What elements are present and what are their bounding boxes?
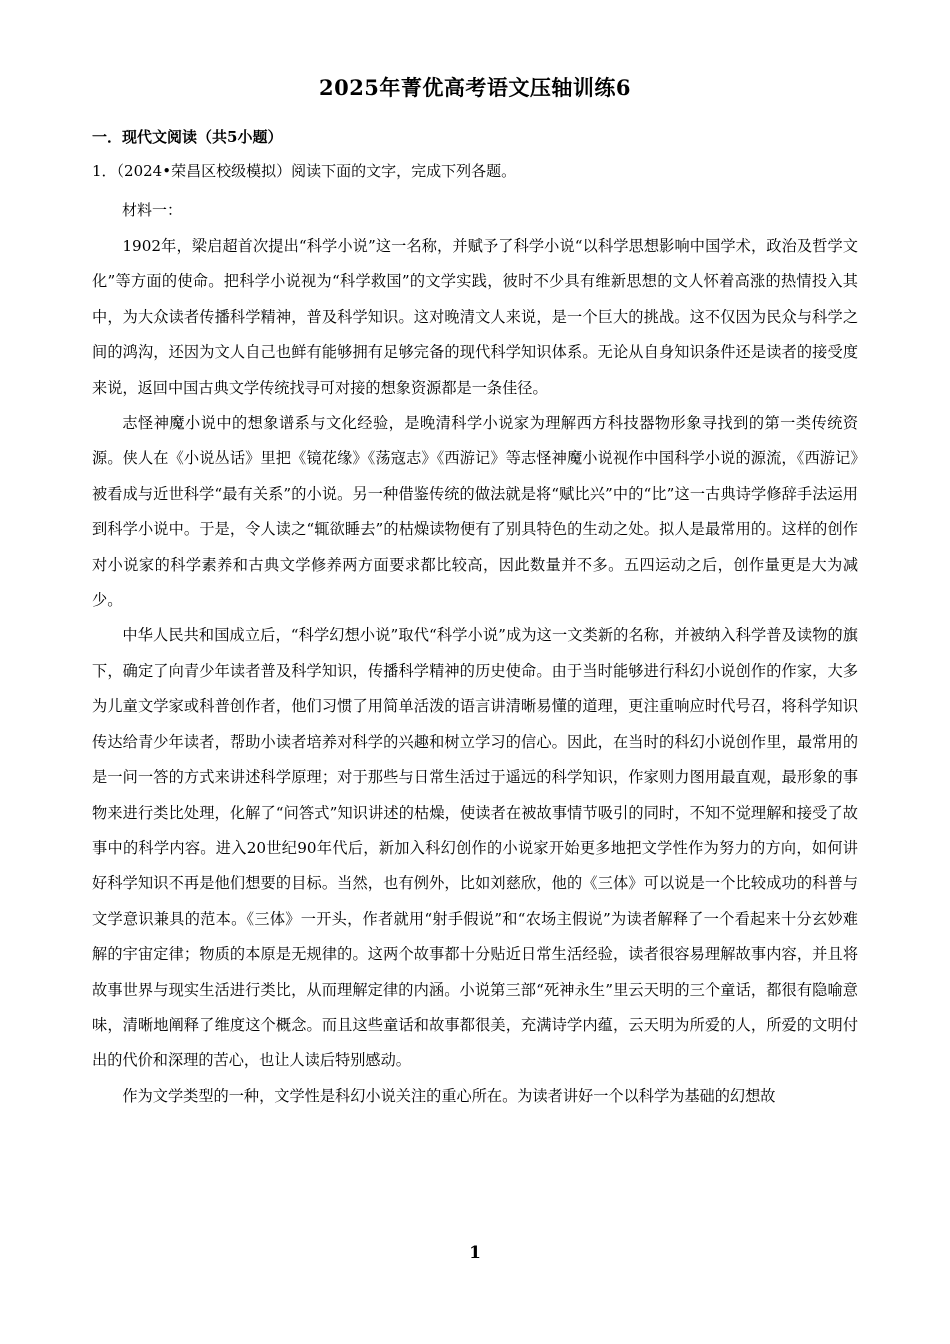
document-title: 2025年菁优高考语文压轴训练6: [318, 75, 632, 100]
paragraph: 作为文学类型的一种，文学性是科幻小说关注的重心所在。为读者讲好一个以科学为基础的幻想故: [122, 1086, 776, 1105]
paragraph: 1902年，梁启超首次提出“科学小说”这一名称，并赋予了科学小说“以科学思想影响中国学术，政治及哲学文化”等方面的使命。把科学小说视为“科学救国”的文学实践，彼时不少具有维新思想的文人怀着高涨的热情投入其中，为大众读者传播科学精神，普及科学知识。这对晚清文人来说，是一个巨大的挑战。这不仅因为民众与科学之间的鸿沟，还因为文人自己也鲜有能够拥有足够完备的现代科学知识体系。无论从自身知识条件还是读者的接受度来说，返回中国古典文学传统找寻可对接的想象资源都是一条佳径。: [92, 237, 858, 397]
passage-body: [92, 229, 858, 1114]
section-heading: 一．现代文阅读（共5小题）: [92, 128, 283, 146]
page-number: 1: [469, 1243, 481, 1263]
paragraph: 中华人民共和国成立后，“科学幻想小说”取代“科学小说”成为这一文类新的名称，并被纳入科学普及读物的旗下，确定了向青少年读者普及科学知识，传播科学精神的历史使命。由于当时能够进行科幻小说创作的作家，大多为儿童文学家或科普创作者，他们习惯了用简单活泼的语言讲清晰易懂的道理，更注重响应时代号召，将科学知识传达给青少年读者，帮助小读者培养对科学的兴趣和树立学习的信心。因此，在当时的科幻小说创作里，最常用的是一问一答的方式来讲述科学原理；对于那些与日常生活过于遥远的科学知识，作家则力图用最直观，最形象的事物来进行类比处理，化解了“问答式”知识讲述的枯燥，使读者在被故事情节吸引的同时，不知不觉理解和接受了故事中的科学内容。进入20世纪90年代后，新加入科幻创作的小说家开始更多地把文学性作为努力的方向，如何讲好科学知识不再是他们想要的目标。当然，也有例外，比如刘慈欣，他的《三体》可以说是一个比较成功的科普与文学意识兼具的范本。《三体》一开头，作者就用“射手假说”和“农场主假说”为读者解释了一个看起来十分玄妙难解的宇宙定律；物质的本原是无规律的。这两个故事都十分贴近日常生活经验，读者很容易理解故事内容，并且将故事世界与现实生活进行类比，从而理解定律的内涵。小说第三部“死神永生”里云天明的三个童话，都很有隐喻意味，清晰地阐释了维度这个概念。而且这些童话和故事都很美，充满诗学内蕴，云天明为所爱的人，所爱的文明付出的代价和深理的苦心，也让人读后特别感动。: [92, 626, 858, 1070]
question-prompt: 1．（2024•荣昌区校级模拟）阅读下面的文字，完成下列各题。: [92, 162, 517, 180]
material-label: 材料一：: [122, 201, 183, 219]
paragraph: 志怪神魔小说中的想象谱系与文化经验，是晚清科学小说家为理解西方科技器物形象寻找到的第一类传统资源。侠人在《小说丛话》里把《镜花缘》《荡寇志》《西游记》等志怪神魔小说视作中国科学小说的源流，《西游记》被看成与近世科学“最有关系”的小说。另一种借鉴传统的做法就是将“赋比兴”中的“比”这一古典诗学修辞手法运用到科学小说中。于是，令人读之“辄欲睡去”的枯燥读物便有了别具特色的生动之处。拟人是最常用的。这样的创作对小说家的科学素养和古典文学修养两方面要求都比较高，因此数量并不多。五四运动之后，创作量更是大为减少。: [92, 414, 858, 610]
